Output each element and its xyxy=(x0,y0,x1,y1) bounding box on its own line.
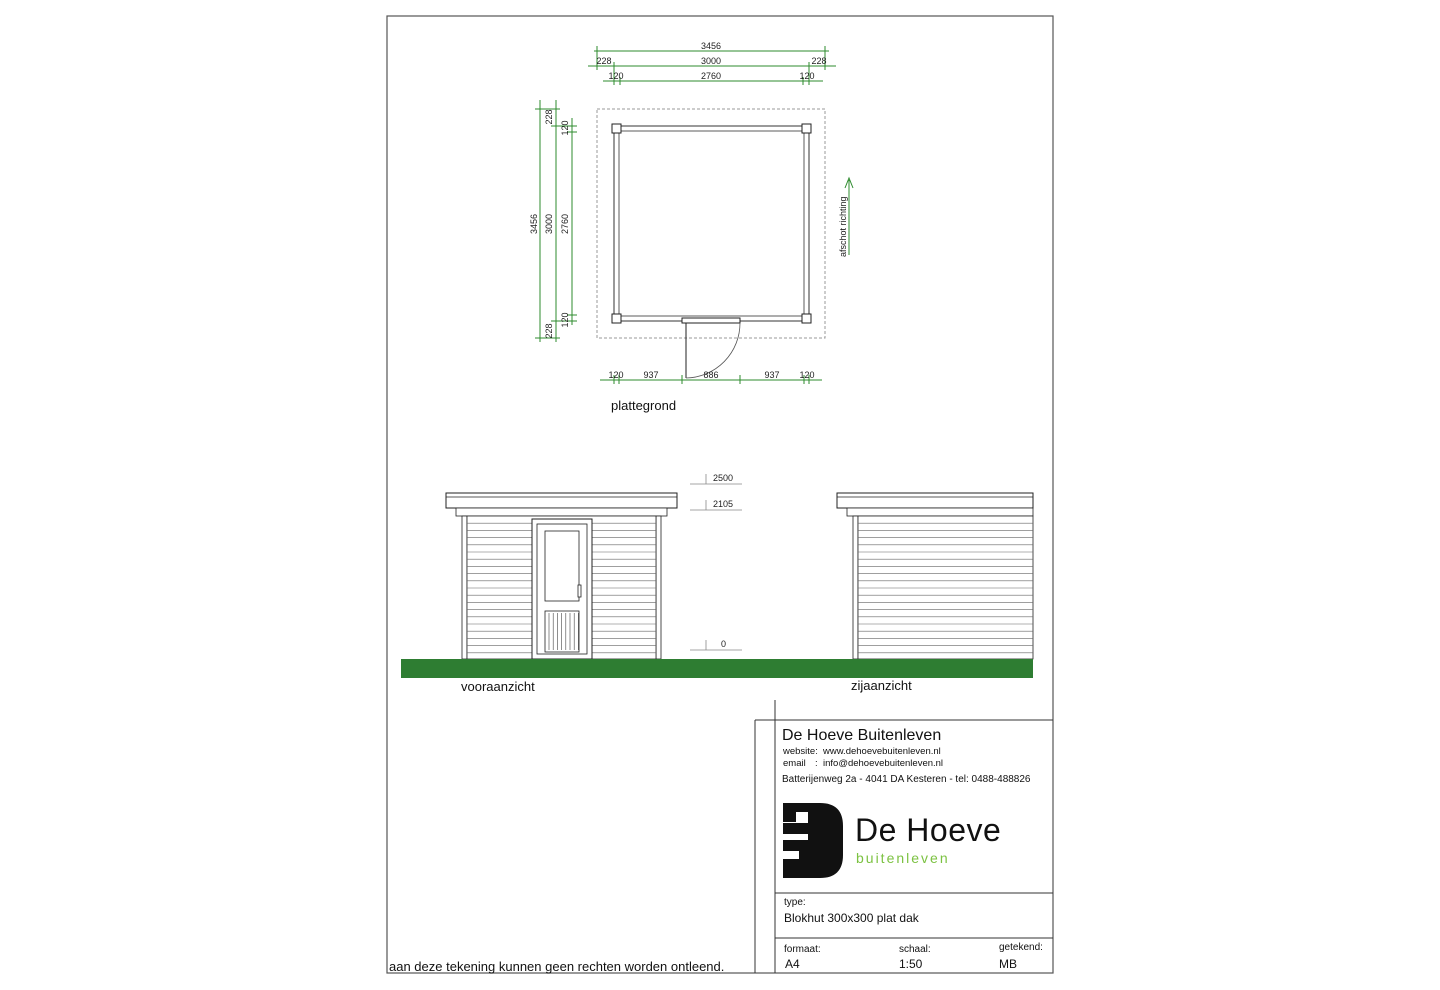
roof-fascia xyxy=(837,493,1033,508)
website-link[interactable]: www.dehoevebuitenleven.nl xyxy=(823,746,941,757)
corner-post xyxy=(612,314,621,323)
dim-bottom-right-seg: 937 xyxy=(764,370,780,380)
side-caption: zijaanzicht xyxy=(851,678,912,693)
dim-top-inner: 2760 xyxy=(700,71,722,81)
slope-label: afschot richting xyxy=(838,196,848,257)
disclaimer: aan deze tekening kunnen geen rechten worden ontleend. xyxy=(389,959,725,974)
corner-post xyxy=(853,516,858,659)
dim-left-wall-bottom: 120 xyxy=(560,312,570,328)
side-elevation xyxy=(837,493,1033,659)
logo-name: De Hoeve xyxy=(855,812,1002,848)
dim-left-total: 3456 xyxy=(529,213,539,235)
dim-top-wall-outer: 3000 xyxy=(700,56,722,66)
scale-label: schaal: xyxy=(899,944,931,955)
height-top: 2500 xyxy=(713,473,734,483)
corner-post xyxy=(802,124,811,133)
type-label: type: xyxy=(784,897,806,908)
dim-bottom-wall-left: 120 xyxy=(608,370,624,380)
format-label: formaat: xyxy=(784,944,821,955)
dim-top-total: 3456 xyxy=(700,41,722,51)
corner-post xyxy=(802,314,811,323)
roof-fascia xyxy=(446,493,677,508)
corner-post xyxy=(462,516,467,659)
corner-post xyxy=(612,124,621,133)
dim-top-wall-left: 120 xyxy=(608,71,624,81)
door-frame xyxy=(682,318,740,323)
front-caption: vooraanzicht xyxy=(461,679,535,694)
drawn-label: getekend: xyxy=(999,942,1043,953)
company-name: De Hoeve Buitenleven xyxy=(782,727,942,744)
address: Batterijenweg 2a - 4041 DA Kesteren - tel: 0488-488826 xyxy=(782,774,1031,785)
type-value: Blokhut 300x300 plat dak xyxy=(784,911,919,925)
dim-left-inner: 2760 xyxy=(560,213,570,235)
drawn-value: MB xyxy=(999,957,1017,971)
dim-bottom-wall-right: 120 xyxy=(799,370,815,380)
email-separator: : xyxy=(815,758,818,769)
website-label: website: xyxy=(783,746,818,757)
corner-post xyxy=(656,516,661,659)
dim-bottom-door: 886 xyxy=(703,370,719,380)
dim-left-overhang-top: 228 xyxy=(544,109,554,125)
dim-top-wall-right: 120 xyxy=(799,71,815,81)
email-label: email xyxy=(783,758,806,769)
height-eave: 2105 xyxy=(713,499,734,509)
logo-sub: buitenleven xyxy=(856,850,950,866)
door-handle xyxy=(578,585,581,597)
scale-value: 1:50 xyxy=(899,957,923,971)
email-link[interactable]: info@dehoevebuitenleven.nl xyxy=(823,758,944,769)
dim-bottom-left-seg: 937 xyxy=(643,370,659,380)
height-ground: 0 xyxy=(721,639,727,649)
dim-left-overhang-bottom: 228 xyxy=(544,323,554,339)
plan-caption: plattegrond xyxy=(611,398,677,413)
dim-top-overhang-left: 228 xyxy=(596,56,612,66)
dim-left-wall-top: 120 xyxy=(560,120,570,136)
logo-mark xyxy=(783,803,843,878)
dim-top-overhang-right: 228 xyxy=(811,56,827,66)
format-value: A4 xyxy=(785,957,800,971)
dim-left-wall-outer: 3000 xyxy=(544,213,554,235)
door-window xyxy=(545,531,579,601)
ground-strip xyxy=(401,659,1033,678)
